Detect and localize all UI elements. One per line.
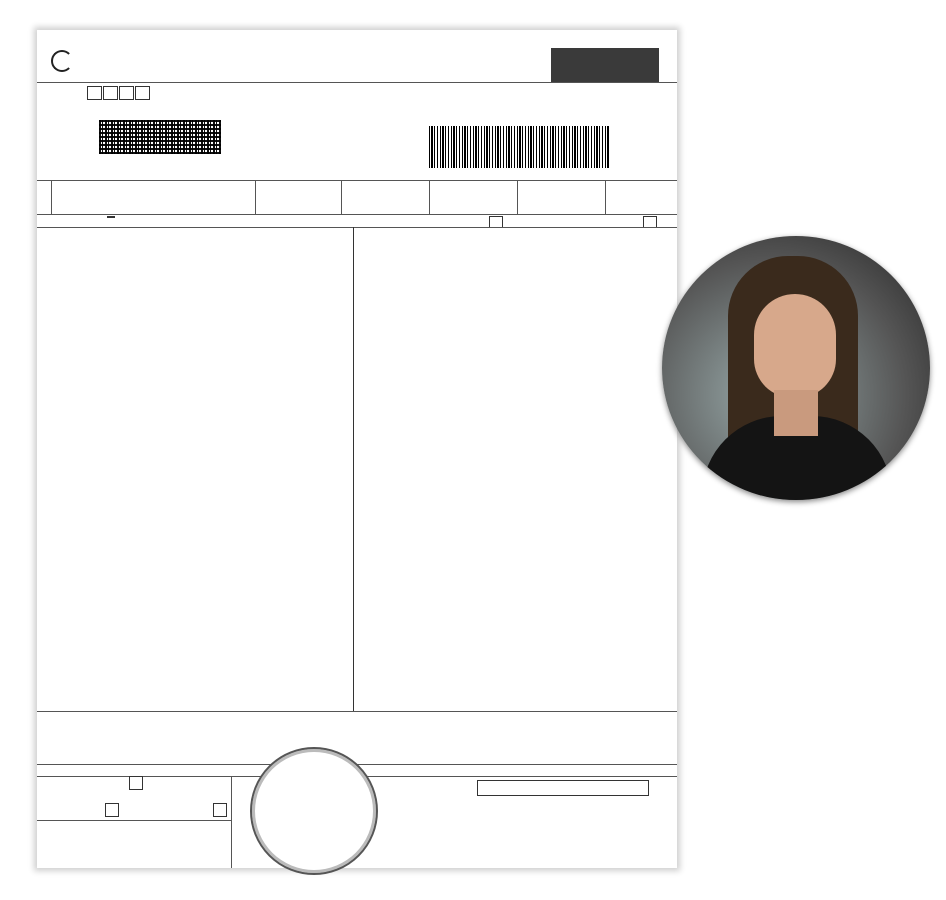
salvedades-box[interactable] [213,803,227,817]
year-digit [103,86,118,100]
year-digits [87,86,151,105]
activity-value [107,216,115,218]
form-number [551,48,659,82]
dian-emblem-icon [51,50,73,72]
pdf417-barcode [99,120,221,154]
year-digit [87,86,102,100]
year-digit [119,86,134,100]
receipt-stamp [250,747,378,875]
portrait-photo [662,236,930,500]
tax-form-sheet [37,30,677,868]
rep-code-box[interactable] [129,776,143,790]
barcode [429,126,609,168]
left-declaration-table [37,227,353,711]
year-digit [135,86,150,100]
face-shape [754,294,836,398]
declarant-side-label [37,182,51,212]
neck-shape [774,390,818,436]
right-declaration-table [353,227,663,711]
payment-total-field[interactable] [477,780,649,796]
accountant-code-box[interactable] [105,803,119,817]
